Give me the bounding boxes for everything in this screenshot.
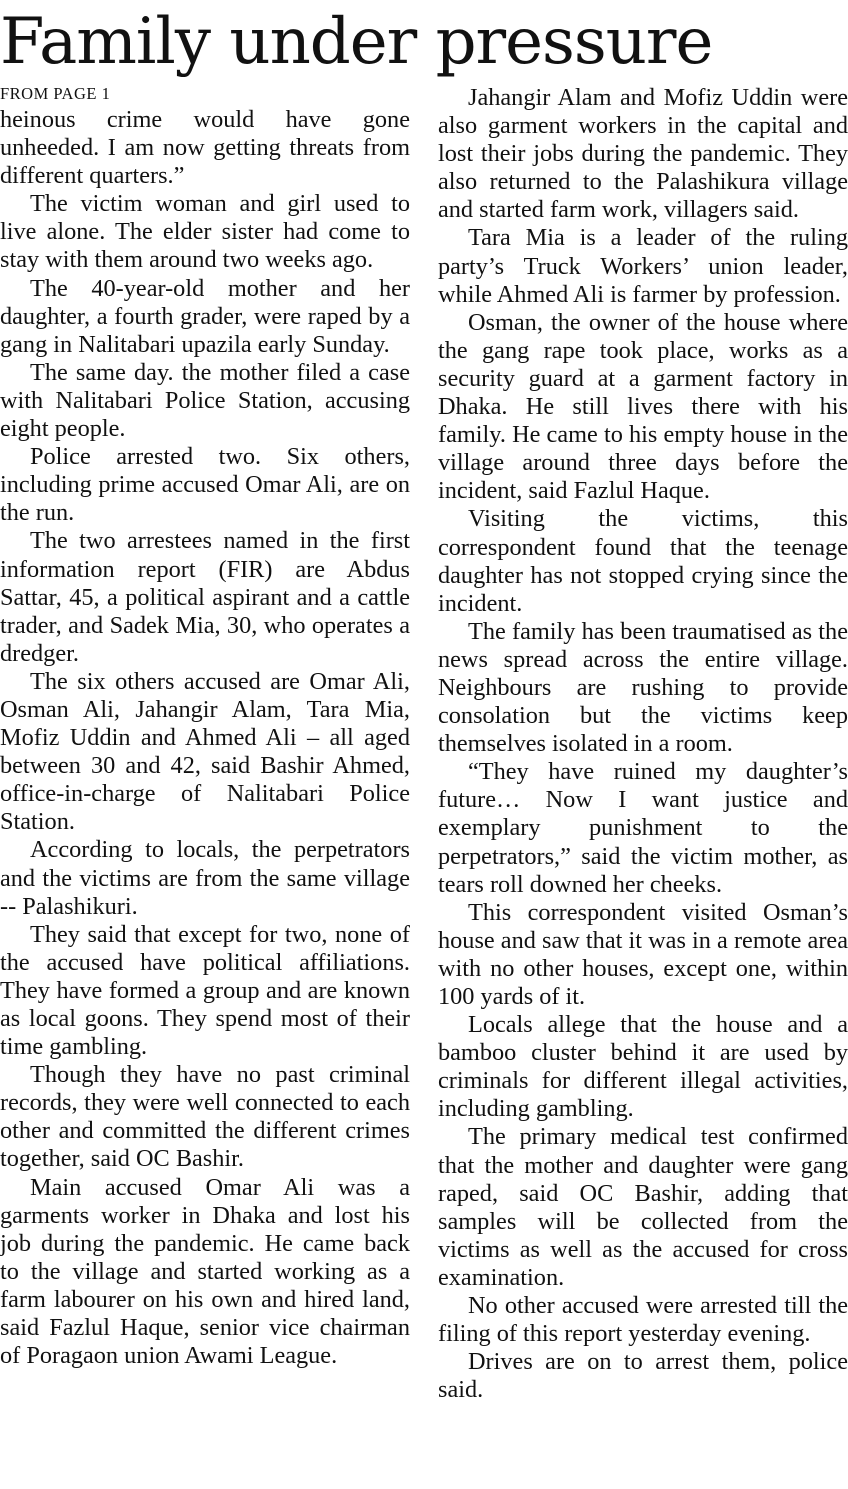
paragraph: They said that except for two, none of the accused have political affiliations. They have formed a group and are known as local goons. They spend most of their time gambling.	[0, 920, 410, 1061]
paragraph: Jahangir Alam and Mofiz Uddin were also garment workers in the capital and lost their jobs during the pandemic. They also returned to the Palashikura village and started farm work, villagers said.	[438, 84, 848, 224]
paragraph: Tara Mia is a leader of the ruling party’s Truck Workers’ union leader, while Ahmed Ali is farmer by profession.	[438, 224, 848, 308]
paragraph: heinous crime would have gone unheeded. I am now getting threats from different quarters.”	[0, 106, 410, 190]
paragraph: Main accused Omar Ali was a garments worker in Dhaka and lost his job during the pandemic. He came back to the village and started working as a farm labourer on his own and hired land, said Fazlul Haque, senior vice chairman of Poragaon union Awami League.	[0, 1173, 410, 1370]
paragraph: “They have ruined my daughter’s future… Now I want justice and exemplary punishment to the perpetrators,” said the victim mother, as tears roll downed her cheeks.	[438, 758, 848, 898]
paragraph: The victim woman and girl used to live alone. The elder sister had come to stay with them around two weeks ago.	[0, 190, 410, 274]
page-continuation-label: FROM PAGE 1	[0, 84, 111, 103]
paragraph: The primary medical test confirmed that the mother and daughter were gang raped, said OC Bashir, adding that samples will be collected from the victims as well as the accused for cross examination.	[438, 1123, 848, 1291]
paragraph: The same day. the mother filed a case with Nalitabari Police Station, accusing eight people.	[0, 358, 410, 443]
paragraph: This correspondent visited Osman’s house and saw that it was in a remote area with no other houses, except one, within 100 yards of it.	[438, 898, 848, 1010]
paragraph: Visiting the victims, this correspondent found that the teenage daughter has not stopped crying since the incident.	[438, 505, 848, 617]
article-headline: Family under pressure	[0, 5, 713, 79]
paragraph: Police arrested two. Six others, including prime accused Omar Ali, are on the run.	[0, 443, 410, 527]
paragraph: The two arrestees named in the first information report (FIR) are Abdus Sattar, 45, a political aspirant and a cattle trader, and Sadek Mia, 30, who operates a dredger.	[0, 527, 410, 667]
paragraph: The family has been traumatised as the news spread across the entire village. Neighbours are rushing to provide consolation but the victims keep themselves isolated in a room.	[438, 617, 848, 758]
paragraph: The six others accused are Omar Ali, Osman Ali, Jahangir Alam, Tara Mia, Mofiz Uddin and Ahmed Ali – all aged between 30 and 42, said Bashir Ahmed, office-in-charge of Nalitabari Police Station.	[0, 667, 410, 836]
paragraph: According to locals, the perpetrators and the victims are from the same village -- Palashikuri.	[0, 836, 410, 920]
paragraph: Locals allege that the house and a bamboo cluster behind it are used by criminals for different illegal activities, including gambling.	[438, 1011, 848, 1123]
paragraph: Osman, the owner of the house where the gang rape took place, works as a security guard at a garment factory in Dhaka. He still lives there with his family. He came to his empty house in the village around three days before the incident, said Fazlul Haque.	[438, 308, 848, 505]
article-column-right	[438, 84, 848, 1404]
paragraph: Drives are on to arrest them, police said.	[438, 1348, 848, 1404]
article-column-left	[0, 106, 410, 1370]
paragraph: The 40-year-old mother and her daughter, a fourth grader, were raped by a gang in Nalitabari upazila early Sunday.	[0, 274, 410, 358]
paragraph: Though they have no past criminal records, they were well connected to each other and committed the different crimes together, said OC Bashir.	[0, 1061, 410, 1173]
paragraph: No other accused were arrested till the filing of this report yesterday evening.	[438, 1292, 848, 1348]
